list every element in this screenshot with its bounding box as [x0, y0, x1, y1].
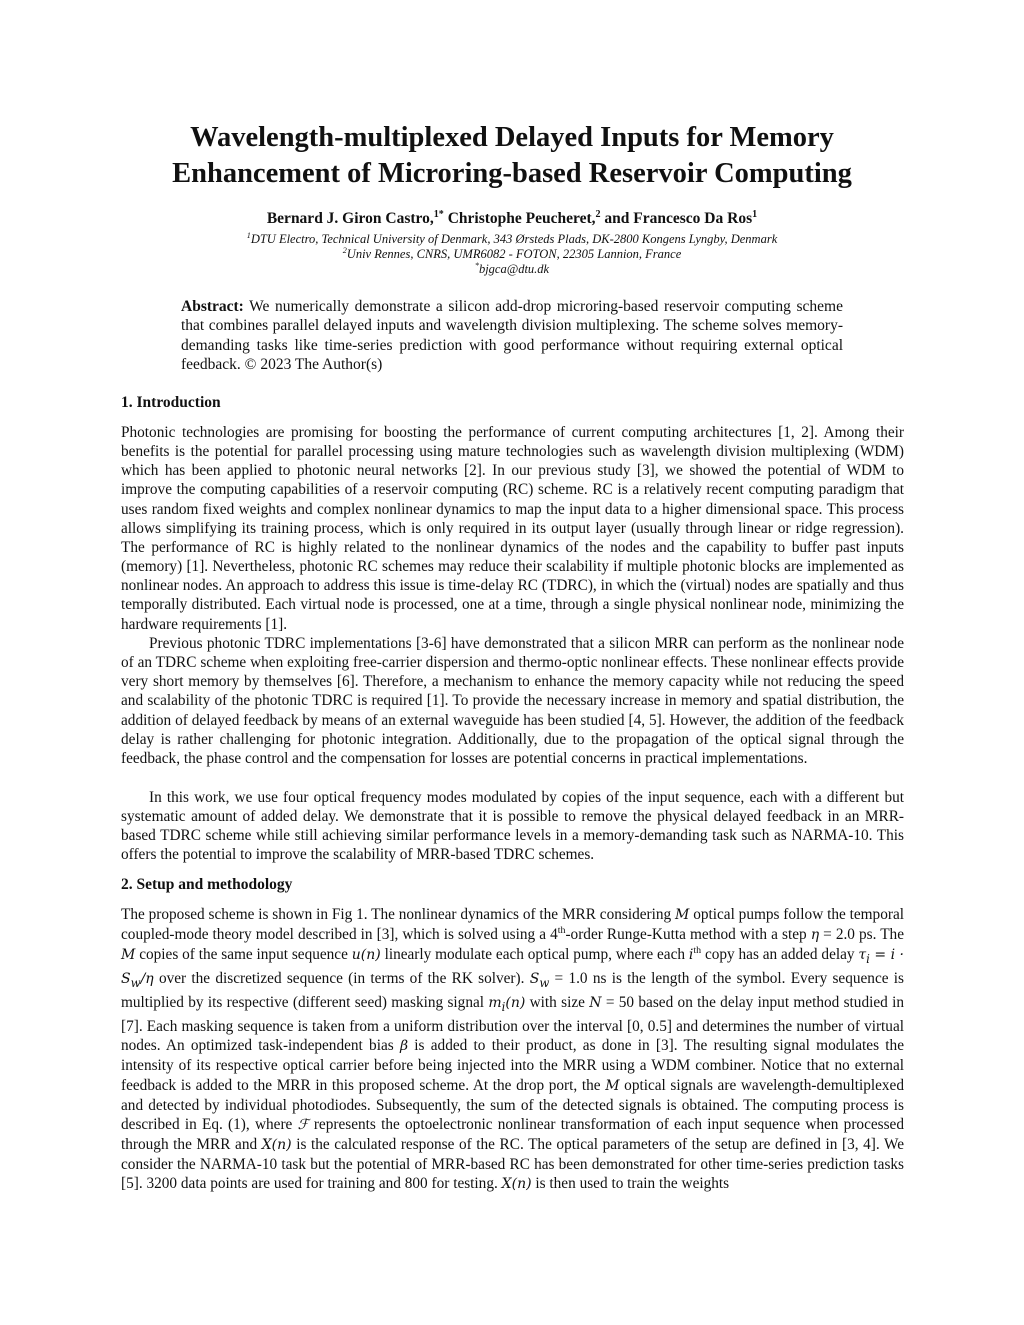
setup-paragraph: [121, 905, 904, 1195]
math-sw-subscript: w: [539, 976, 550, 991]
author-3: and Francesco Da Ros: [600, 210, 753, 227]
intro-paragraph-2: Previous photonic TDRC implementations [3-6] have demonstrated that a silicon MRR can perform as the nonlinear node of an TDRC scheme when exploiting free-carrier dispersion and thermo-optic nonlinear effects. These nonlinear effects provide very short memory by themselves [6]. Therefore, a mechanism to enhance the memory capacity while not reducing the speed and scalability of the photonic TDRC is required [1]. To provide the necessary increase in memory and spatial distribution, the addition of delayed feedback by means of an external waveguide has been studied [4, 5]. However, the addition of the feedback delay is rather challenging for photonic integration. Additionally, due to the propagation of the optical signal through the feedback, the phase control and the compensation for losses are potential concerns in practical implementations.: [121, 635, 904, 767]
email-mark: *: [474, 260, 479, 270]
abstract-label: Abstract:: [181, 298, 244, 315]
math-X-n: X(n): [501, 1176, 532, 1193]
contact-email: [100, 262, 924, 277]
setup-text: optical pumps follow the temporal coupled-mode theory model described in [3], which is solved using a 4: [121, 906, 904, 944]
setup-text: is the calculated response of the RC. The optical parameters of the setup are defined in [3, 4]. We consider the NARMA-10 task but the potential of MRR-based RC has been demonstrated for other time-series prediction tasks [5]. 3200 data points are used for training and 800 for testing.: [121, 1136, 904, 1193]
setup-text: with size: [525, 994, 590, 1012]
math-X-n: X(n): [261, 1137, 292, 1154]
setup-text: = 1.0 ns is the length of the symbol. Every sequence is multiplied by its respective (different seed) masking signal: [121, 970, 905, 1012]
affiliation-2-mark: 2: [342, 245, 347, 255]
math-Sw: [529, 971, 550, 991]
intro-paragraph-3: In this work, we use four optical frequency modes modulated by copies of the input sequence, each with a different but systematic amount of added delay. We demonstrate that it is possible to remove the physical delayed feedback in an MRR-based TDRC scheme while still achieving similar performance levels in a memory-demanding task such as NARMA-10. This offers the potential to improve the scalability of MRR-based TDRC schemes.: [121, 789, 904, 864]
author-list: [100, 210, 924, 228]
author-3-mark: 1: [752, 208, 758, 220]
math-beta: β: [399, 1038, 409, 1055]
setup-text: = 2.0 ps. The: [819, 926, 904, 944]
affiliation-1: [100, 232, 924, 247]
setup-text: = 50 based on the delay input method studied in [7]. Each masking sequence is taken from a uniform distribution over the interval [0, 0.5] and determines the number of virtual nodes. An optimized task-independent bias: [121, 994, 905, 1055]
setup-text: The proposed scheme is shown in Fig 1. The nonlinear dynamics of the MRR considering: [121, 906, 676, 923]
affiliation-1-text: DTU Electro, Technical University of Denmark, 343 Ørsteds Plads, DK-2800 Kongens Lyngby, Denmark: [250, 232, 778, 246]
setup-text: linearly modulate each optical pump, where each: [380, 946, 689, 964]
math-m-argument: (n): [505, 995, 526, 1012]
setup-text: is added to their product, as done in [3]. The resulting signal modulates the intensity of its respective optical carrier before being injected into the MRR using a WDM combiner. Notice that no external feedback is added to the MRR in this proposed scheme. At the drop port, the: [121, 1037, 904, 1094]
setup-text: copies of the same input sequence: [135, 946, 352, 964]
math-mask: [488, 995, 526, 1015]
setup-text: -order Runge-Kutta method with a step: [565, 926, 811, 944]
author-2-mark: 2: [595, 208, 601, 220]
setup-text: optical signals are wavelength-demultiplexed and detected by individual photodiodes. Subsequently, the sum of the detected signals is obtained. The computing process is described in Eq. (1), where: [121, 1076, 904, 1133]
title-line-2: Enhancement of Microring-based Reservoir Computing: [172, 158, 852, 189]
setup-text: copy has an added delay: [701, 946, 859, 964]
math-i: i: [688, 947, 694, 964]
math-M: M: [121, 947, 136, 964]
setup-text: represents the optoelectronic nonlinear transformation of each input sequence when processed through the MRR and: [121, 1115, 904, 1154]
math-M: M: [605, 1077, 620, 1094]
author-2: Christophe Peucheret,: [443, 210, 596, 227]
math-eta-term: /η: [140, 971, 154, 988]
math-sw-subscript: w: [130, 976, 141, 991]
math-M: M: [675, 907, 690, 923]
affiliation-2: [100, 247, 924, 262]
math-F: ℱ: [297, 1116, 309, 1133]
math-u-n: u(n): [351, 947, 381, 964]
author-1: Bernard J. Giron Castro,: [266, 210, 434, 227]
author-1-mark: 1*: [433, 208, 444, 220]
setup-text: is then used to train the weights: [531, 1175, 730, 1193]
affiliation-1-mark: 1: [246, 230, 251, 240]
setup-text: over the discretized sequence (in terms of the RK solver).: [153, 970, 530, 988]
math-tau: τ: [858, 947, 867, 964]
affiliation-2-text: Univ Rennes, CNRS, UMR6082 - FOTON, 22305 Lannion, France: [346, 247, 682, 261]
section-heading-setup: 2. Setup and methodology: [121, 876, 293, 893]
abstract-text: We numerically demonstrate a silicon add-drop microring-based reservoir computing scheme that combines parallel delayed inputs and wavelength division multiplexing. The scheme solves memory-demanding tasks like time-series prediction with good performance without requiring external optical feedback. © 2023 The Author(s): [181, 298, 843, 373]
title-line-1: Wavelength-multiplexed Delayed Inputs for Memory: [190, 122, 834, 153]
section-heading-introduction: 1. Introduction: [121, 394, 221, 411]
paper-title: [100, 120, 924, 192]
math-S: S: [529, 971, 540, 988]
math-delay-term: = i · S: [121, 947, 904, 988]
abstract: [181, 297, 843, 374]
superscript-th: th: [693, 945, 702, 957]
math-m-subscript: i: [501, 1000, 506, 1015]
math-eta: η: [810, 927, 820, 944]
math-m: m: [488, 995, 502, 1012]
email-text: bjgca@dtu.dk: [478, 262, 550, 276]
math-N: N: [589, 995, 602, 1012]
intro-paragraph-1: Photonic technologies are promising for boosting the performance of current computing architectures [1, 2]. Among their benefits is the potential for parallel processing using mature technologies such as wavelength division multiplexing (WDM) which has been applied to photonic neural networks [2]. In our previous study [3], we showed the potential of WDM to improve the computing capabilities of a reservoir computing (RC) scheme. RC is a relatively recent computing paradigm that uses random fixed weights and complex nonlinear dynamics to map the input data to a higher dimensional space. This process allows simplifying its training process, which is only required in its output layer (usually through linear or ridge regression). The performance of RC is highly related to the nonlinear dynamics of the nodes and the capability to buffer past inputs (memory) [1]. Nevertheless, photonic RC schemes may reduce their scalability if multiple photonic blocks are implemented as nonlinear nodes. An approach to address this issue is time-delay RC (TDRC), in which the (virtual) nodes are spatially and thus temporally distributed. Each virtual node is processed, one at a time, through a single physical nonlinear node, minimizing the hardware requirements [1].: [121, 424, 904, 633]
math-tau-subscript: i: [866, 952, 870, 967]
superscript-th: th: [557, 925, 566, 937]
